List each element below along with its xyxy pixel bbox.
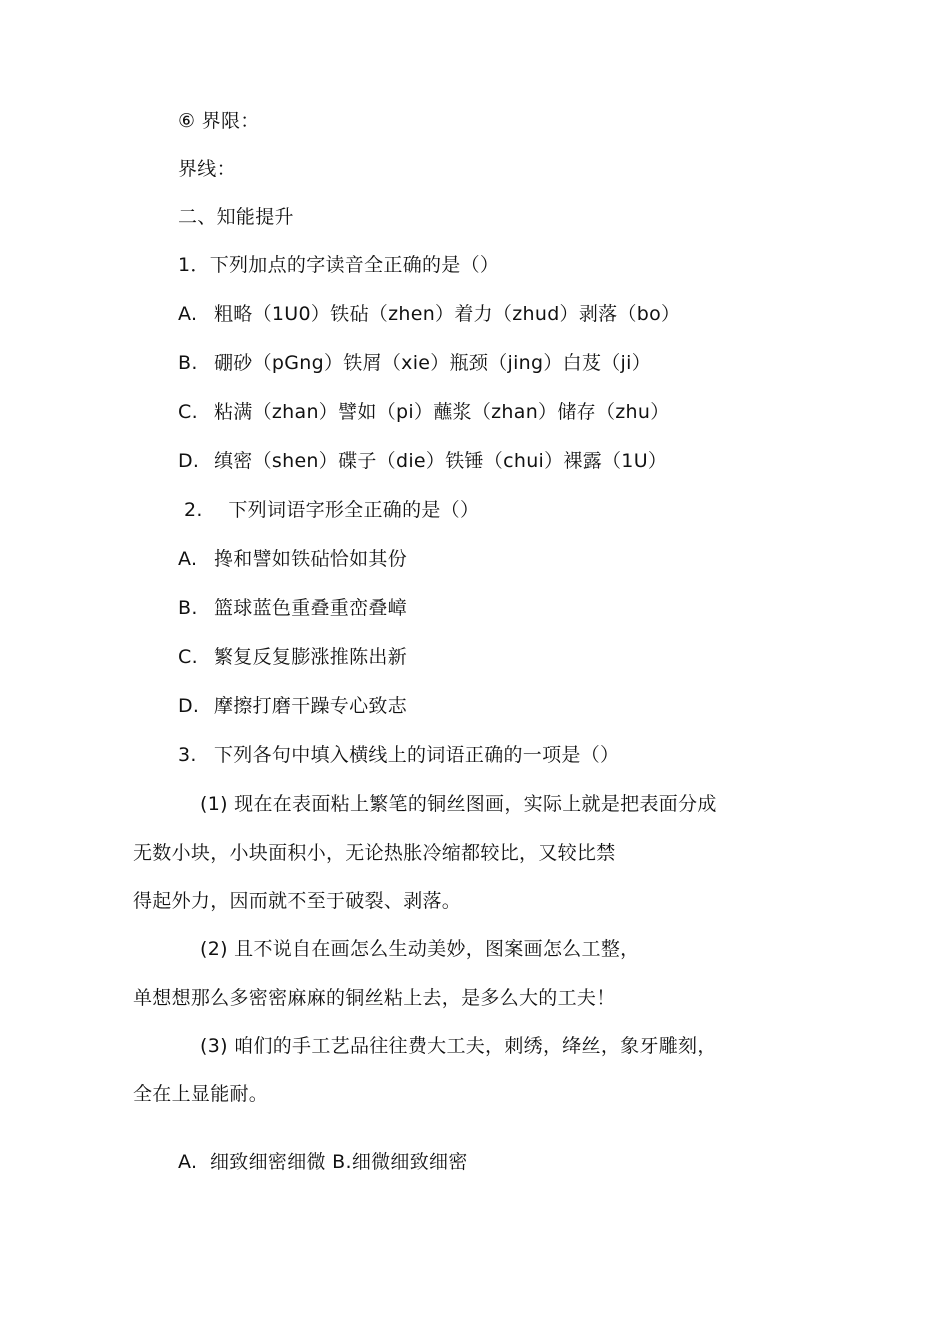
q1-option-a: [178, 302, 680, 326]
q2-option-d: [178, 694, 407, 718]
option-label: C.: [178, 401, 198, 423]
item-boundary-line: 界线：: [178, 158, 236, 180]
option-text: 粗略（1U0）铁砧（zhen）着力（zhud）剥落（bo）: [214, 303, 681, 325]
question-number: 3.: [178, 744, 197, 766]
option-text: 细致细密细微 B.细微细致细密: [210, 1151, 468, 1173]
option-text: 篮球蓝色重叠重峦叠嶂: [214, 597, 408, 619]
q3-sentence-1: (1) 现在在表面粘上繁笔的铜丝图画，实际上就是把表面分成: [200, 793, 717, 815]
option-label: B.: [178, 597, 198, 619]
option-text: 搀和譬如铁砧恰如其份: [214, 548, 408, 570]
option-label: A.: [178, 548, 198, 570]
q2-option-a: [178, 547, 407, 571]
option-text: 缜密（shen）碟子（die）铁锤（chui）裸露（1U）: [214, 450, 668, 472]
option-label: C.: [178, 646, 198, 668]
option-text: 摩擦打磨干躁专心致志: [214, 695, 408, 717]
q1-option-d: [178, 449, 667, 473]
question-1: 1．下列加点的字读音全正确的是（）: [178, 254, 500, 276]
q3-option-ab: [178, 1150, 468, 1174]
option-label: A.: [178, 303, 198, 325]
question-2: 2. 下列词语字形全正确的是（）: [184, 499, 480, 521]
option-label: D.: [178, 695, 200, 717]
q3-sentence-2: (2) 且不说自在画怎么生动美妙，图案画怎么工整，: [200, 938, 640, 960]
q3-sentence-3-cont: 全在上显能耐。: [133, 1083, 269, 1105]
question-text: 下列各句中填入横线上的词语正确的一项是（）: [214, 744, 620, 766]
q2-option-c: [178, 645, 407, 669]
option-text: 粘满（zhan）譬如（pi）蘸浆（zhan）储存（zhu）: [214, 401, 670, 423]
q3-sentence-3: (3) 咱们的手工艺品往往费大工夫，刺绣，绛丝，象牙雕刻，: [200, 1035, 717, 1057]
section-heading: 二、知能提升: [178, 206, 294, 228]
q1-option-c: [178, 400, 670, 424]
q3-sentence-1-cont: 无数小块，小块面积小，无论热胀冷缩都较比，又较比禁: [133, 842, 616, 864]
q1-option-b: [178, 351, 651, 375]
option-text: 硼砂（pGng）铁屑（xie）瓶颈（jing）白芨（ji）: [214, 352, 652, 374]
q3-sentence-1-cont: 得起外力，因而就不至于破裂、剥落。: [133, 890, 462, 912]
question-3: [178, 743, 619, 767]
option-label: D.: [178, 450, 200, 472]
q3-sentence-2-cont: 单想想那么多密密麻麻的铜丝粘上去，是多么大的工夫！: [133, 987, 616, 1009]
option-label: A.: [178, 1151, 198, 1173]
q2-option-b: [178, 596, 407, 620]
item-6-boundary: ⑥ 界限：: [178, 110, 260, 132]
option-label: B.: [178, 352, 198, 374]
option-text: 繁复反复膨涨推陈出新: [214, 646, 408, 668]
